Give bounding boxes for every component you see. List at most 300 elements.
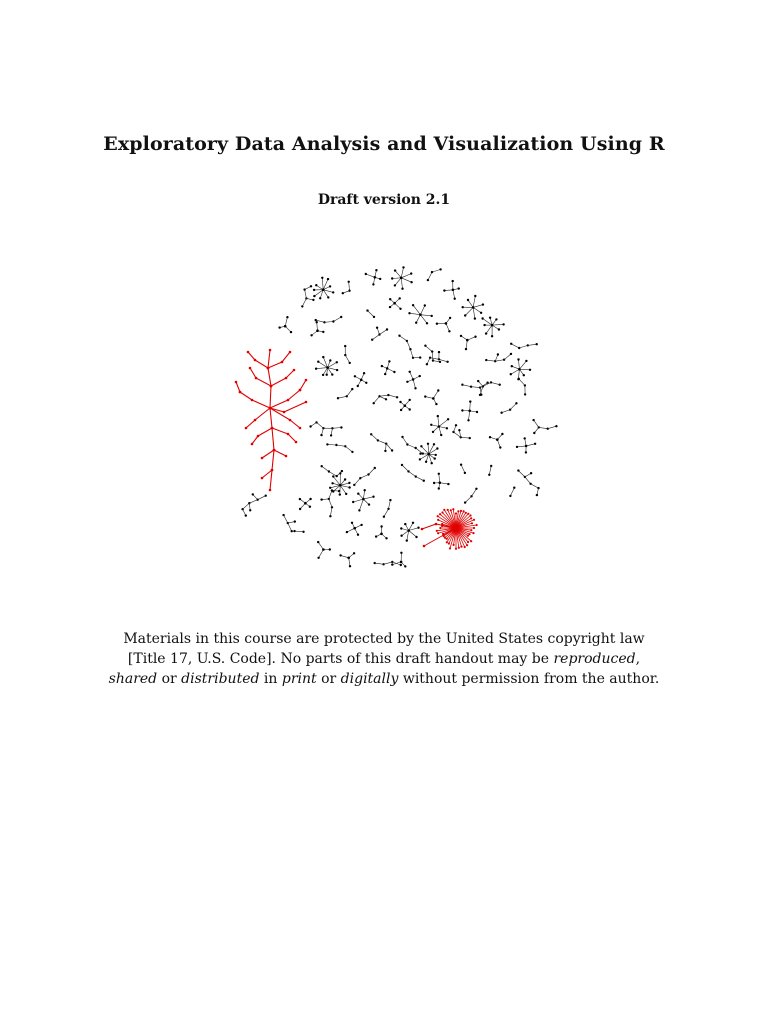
- graph-node: [396, 396, 398, 398]
- graph-node: [273, 449, 276, 452]
- graph-node: [357, 385, 359, 387]
- graph-edge: [439, 483, 440, 489]
- graph-edge: [413, 379, 415, 388]
- graph-edge: [274, 450, 286, 456]
- graph-node: [443, 535, 445, 537]
- graph-node: [273, 449, 276, 452]
- graph-edge: [249, 500, 257, 504]
- graph-node: [400, 409, 402, 411]
- graph-edge: [438, 520, 456, 528]
- graph-node: [375, 535, 377, 537]
- graph-node: [329, 548, 331, 550]
- graph-node: [410, 281, 412, 283]
- graph-edge: [358, 494, 363, 499]
- graph-node: [374, 562, 376, 564]
- graph-node: [437, 532, 439, 534]
- graph-node: [460, 510, 462, 512]
- graph-node: [328, 498, 330, 500]
- graph-node: [509, 409, 511, 411]
- graph-node: [255, 377, 258, 380]
- graph-node: [419, 356, 421, 358]
- graph-edge: [510, 403, 516, 409]
- graph-edge: [431, 425, 439, 427]
- graph-edge: [405, 524, 408, 530]
- graph-node: [344, 345, 346, 347]
- graph-edge: [456, 528, 468, 542]
- graph-node: [503, 359, 505, 361]
- graph-edge: [534, 420, 539, 427]
- graph-edge: [392, 562, 401, 565]
- graph-node: [489, 317, 491, 319]
- graph-node: [465, 512, 467, 514]
- graph-node: [486, 382, 488, 384]
- graph-edge: [465, 496, 471, 502]
- graph-node: [523, 374, 525, 376]
- graph-node: [423, 545, 426, 548]
- graph-node: [482, 385, 484, 387]
- graph-node: [323, 321, 325, 323]
- graph-node: [458, 547, 460, 549]
- graph-node: [462, 306, 464, 308]
- graph-node: [322, 427, 324, 429]
- graph-edge: [333, 485, 340, 491]
- graph-edge: [268, 350, 270, 368]
- graph-node: [348, 482, 350, 484]
- graph-node: [315, 368, 317, 370]
- graph-node: [267, 367, 270, 370]
- graph-edge: [285, 317, 287, 326]
- notice-line-2-text: [Title 17, U.S. Code]. No parts of this draft handout may be: [127, 651, 554, 667]
- graph-node: [391, 277, 393, 279]
- graph-edge: [376, 534, 381, 537]
- graph-edge: [305, 290, 307, 299]
- graph-node: [291, 530, 293, 532]
- graph-node: [309, 425, 311, 427]
- graph-node: [424, 304, 426, 306]
- graph-edge: [374, 396, 380, 403]
- graph-edge: [450, 528, 456, 548]
- graph-node: [438, 487, 440, 489]
- graph-edge: [345, 355, 349, 363]
- graph-node: [391, 563, 393, 565]
- graph-node: [458, 287, 460, 289]
- graph-edge: [456, 525, 477, 528]
- graph-node: [406, 340, 408, 342]
- graph-node: [398, 335, 400, 337]
- graph-node: [271, 427, 274, 430]
- graph-edge: [323, 279, 328, 290]
- graph-node: [299, 389, 302, 392]
- graph-node: [294, 520, 296, 522]
- graph-edge: [378, 440, 386, 443]
- graph-edge: [252, 436, 258, 444]
- graph-node: [419, 313, 422, 316]
- graph-edge: [333, 483, 341, 485]
- graph-edge: [432, 352, 433, 361]
- graph-edge: [483, 319, 493, 326]
- graph-edge: [473, 305, 483, 308]
- graph-edge: [401, 402, 405, 406]
- graph-node: [555, 425, 557, 427]
- graph-node: [524, 384, 526, 386]
- graph-node: [433, 443, 435, 445]
- network-components: [241, 266, 557, 567]
- graph-edge: [270, 400, 288, 408]
- graph-edge: [425, 346, 432, 352]
- graph-node: [426, 363, 428, 365]
- graph-edge: [548, 426, 557, 429]
- graph-node: [327, 296, 329, 298]
- graph-node: [331, 506, 333, 508]
- graph-node: [536, 343, 538, 345]
- graph-node: [312, 299, 314, 301]
- graph-edge: [491, 382, 500, 384]
- graph-node: [495, 318, 497, 320]
- graph-edge: [380, 330, 388, 335]
- graph-node: [453, 544, 455, 546]
- graph-node: [254, 419, 257, 422]
- graph-node: [530, 472, 532, 474]
- graph-edge: [480, 386, 483, 395]
- graph-edge: [451, 510, 456, 528]
- graph-edge: [409, 528, 419, 531]
- graph-node: [538, 426, 540, 428]
- graph-node: [374, 467, 376, 469]
- graph-edge: [270, 408, 272, 428]
- graph-node: [326, 443, 328, 445]
- graph-edge: [327, 368, 328, 375]
- graph-edge: [345, 446, 352, 452]
- graph-node: [319, 297, 321, 299]
- copyright-notice: [0, 629, 768, 689]
- notice-word-shared: shared: [108, 671, 158, 687]
- graph-node: [327, 278, 329, 280]
- graph-edge: [518, 471, 525, 477]
- graph-edge: [502, 410, 511, 413]
- graph-node: [380, 533, 383, 536]
- graph-edge: [439, 419, 448, 426]
- graph-node: [476, 524, 478, 526]
- graph-node: [305, 379, 308, 382]
- graph-node: [305, 401, 308, 404]
- graph-node: [516, 446, 518, 448]
- graph-node: [320, 498, 322, 500]
- graph-node: [437, 519, 439, 521]
- graph-edge: [317, 422, 324, 428]
- graph-node: [339, 484, 342, 487]
- graph-node: [421, 528, 424, 531]
- graph-edge: [461, 336, 467, 340]
- graph-node: [331, 373, 333, 375]
- graph-node: [479, 386, 481, 388]
- graph-edge: [256, 378, 271, 386]
- graph-node: [447, 509, 449, 511]
- graph-edge: [456, 528, 471, 530]
- graph-node: [399, 308, 401, 310]
- graph-edge: [447, 528, 456, 542]
- graph-edge: [270, 408, 284, 412]
- graph-node: [287, 433, 290, 436]
- graph-node: [429, 357, 431, 359]
- graph-edge: [495, 360, 504, 362]
- graph-node: [400, 527, 402, 529]
- graph-edge: [333, 317, 341, 322]
- graph-edge: [432, 269, 441, 272]
- graph-node: [476, 411, 478, 413]
- graph-edge: [525, 477, 531, 484]
- graph-node: [340, 426, 342, 428]
- graph-edge: [352, 523, 355, 528]
- graph-edge: [456, 528, 471, 541]
- graph-node: [441, 511, 443, 513]
- graph-node: [406, 539, 408, 541]
- graph-edge: [369, 468, 375, 475]
- graph-node: [305, 297, 307, 299]
- graph-edge: [407, 341, 411, 349]
- notice-word-reproduced: reproduced: [553, 651, 636, 667]
- graph-edge: [454, 425, 457, 432]
- graph-node: [286, 316, 288, 318]
- graph-edge: [402, 465, 409, 471]
- graph-edge: [323, 290, 328, 298]
- graph-node: [245, 427, 248, 430]
- graph-node: [270, 385, 273, 388]
- graph-edge: [471, 387, 480, 388]
- graph-edge: [258, 428, 272, 436]
- graph-edge: [322, 428, 324, 435]
- graph-edge: [312, 331, 318, 336]
- graph-node: [235, 381, 238, 384]
- graph-node: [389, 298, 391, 300]
- graph-node: [439, 513, 441, 515]
- graph-node: [338, 490, 340, 492]
- graph-edge: [328, 368, 333, 375]
- graph-node: [435, 523, 438, 526]
- graph-edge: [456, 528, 462, 547]
- graph-node: [271, 469, 274, 472]
- graph-node: [370, 433, 372, 435]
- graph-node: [435, 454, 437, 456]
- graph-edge: [511, 369, 520, 374]
- graph-node: [467, 513, 469, 515]
- graph-node: [315, 319, 317, 321]
- graph-node: [313, 289, 315, 291]
- graph-node: [440, 434, 442, 436]
- graph-node: [331, 427, 333, 429]
- graph-edge: [371, 434, 378, 440]
- graph-edge: [439, 427, 441, 436]
- graph-node: [443, 289, 445, 291]
- graph-node: [470, 495, 472, 497]
- graph-node: [474, 295, 476, 297]
- graph-edge: [380, 395, 389, 396]
- graph-node: [407, 470, 409, 472]
- graph-node: [304, 502, 307, 505]
- graph-edge: [490, 437, 497, 439]
- graph-node: [328, 470, 330, 472]
- graph-edge: [439, 359, 448, 362]
- graph-edge: [361, 380, 366, 383]
- graph-edge: [433, 391, 438, 399]
- graph-edge: [443, 513, 457, 529]
- graph-node: [412, 378, 415, 381]
- graph-edge: [511, 344, 519, 348]
- graph-edge: [355, 525, 362, 528]
- graph-node: [510, 353, 512, 355]
- graph-edge: [392, 278, 401, 279]
- graph-node: [442, 533, 444, 535]
- graph-edge: [421, 446, 428, 454]
- graph-node: [517, 469, 519, 471]
- graph-edge: [519, 361, 526, 369]
- graph-node: [393, 371, 395, 373]
- graph-edge: [322, 278, 323, 290]
- graph-node: [483, 324, 485, 326]
- graph-edge: [456, 528, 459, 548]
- graph-edge: [410, 349, 413, 358]
- graph-node: [248, 502, 250, 504]
- graph-node: [336, 369, 338, 371]
- graph-node: [425, 461, 427, 463]
- graph-node: [480, 312, 482, 314]
- graph-edge: [295, 531, 304, 532]
- graph-node: [464, 501, 466, 503]
- graph-node: [329, 515, 331, 517]
- graph-node: [261, 477, 264, 480]
- graph-node: [257, 435, 260, 438]
- graph-node: [524, 393, 526, 395]
- graph-edge: [492, 319, 496, 325]
- graph-edge: [340, 483, 349, 485]
- graph-edge: [413, 305, 420, 315]
- graph-edge: [448, 510, 456, 528]
- graph-node: [299, 427, 302, 430]
- graph-edge: [288, 523, 292, 531]
- graph-node: [497, 353, 499, 355]
- graph-node: [431, 350, 433, 352]
- graph-edge: [470, 411, 477, 412]
- graph-edge: [311, 422, 317, 426]
- graph-edge: [392, 562, 401, 565]
- graph-node: [433, 482, 435, 484]
- graph-node: [446, 361, 448, 363]
- graph-node: [466, 339, 469, 342]
- graph-node: [422, 452, 424, 454]
- graph-edge: [490, 318, 492, 325]
- graph-node: [269, 489, 272, 492]
- graph-edge: [433, 361, 440, 362]
- graph-edge: [401, 529, 408, 531]
- graph-edge: [255, 360, 268, 368]
- graph-edge: [354, 478, 360, 485]
- graph-node: [427, 453, 430, 456]
- notice-word-digitally: digitally: [340, 671, 399, 687]
- graph-node: [376, 327, 378, 329]
- graph-edge: [250, 368, 256, 378]
- graph-node: [529, 483, 531, 485]
- graph-node: [351, 388, 353, 390]
- graph-node: [349, 362, 351, 364]
- graph-node: [241, 508, 243, 510]
- graph-node: [400, 561, 403, 564]
- graph-node: [457, 510, 459, 512]
- graph-edge: [385, 444, 386, 451]
- graph-edge: [317, 322, 318, 331]
- graph-edge: [363, 497, 373, 499]
- graph-node: [372, 496, 374, 498]
- graph-edge: [387, 368, 394, 372]
- graph-node: [252, 493, 254, 495]
- graph-node: [353, 527, 356, 530]
- graph-edge: [272, 450, 274, 470]
- graph-node: [474, 336, 476, 338]
- graph-edge: [453, 289, 459, 290]
- graph-node: [446, 541, 448, 543]
- graph-edge: [323, 368, 328, 375]
- graph-edge: [403, 437, 408, 445]
- graph-node: [399, 297, 401, 299]
- graph-edge: [390, 303, 395, 307]
- graph-edge: [395, 298, 400, 303]
- graph-node: [455, 548, 457, 550]
- graph-node: [499, 384, 501, 386]
- graph-edge: [468, 300, 473, 307]
- graph-node: [499, 446, 501, 448]
- graph-node: [448, 542, 450, 544]
- graph-node: [412, 304, 414, 306]
- graph-edge: [324, 322, 333, 323]
- graph-node: [342, 292, 344, 294]
- graph-node: [315, 421, 317, 423]
- graph-node: [439, 527, 441, 529]
- graph-edge: [407, 379, 413, 381]
- graph-node: [245, 514, 247, 516]
- graph-node: [289, 419, 292, 422]
- graph-node: [525, 451, 527, 453]
- graph-node: [287, 522, 289, 524]
- graph-node: [347, 557, 350, 560]
- graph-edge: [407, 531, 409, 541]
- graph-edge: [409, 471, 416, 476]
- graph-node: [330, 434, 332, 436]
- graph-node: [299, 498, 301, 500]
- graph-edge: [443, 528, 456, 534]
- graph-edge: [280, 326, 286, 327]
- graph-node: [401, 464, 403, 466]
- graph-edge: [268, 368, 271, 386]
- graph-edge: [518, 369, 519, 379]
- graph-node: [282, 514, 284, 516]
- graph-node: [436, 447, 438, 449]
- graph-edge: [531, 484, 539, 488]
- graph-node: [409, 371, 411, 373]
- graph-edge: [473, 307, 475, 318]
- graph-node: [344, 478, 346, 480]
- graph-node: [461, 384, 463, 386]
- graph-node: [375, 269, 377, 271]
- graph-edge: [444, 528, 456, 536]
- graph-node: [285, 377, 288, 380]
- graph-node: [475, 488, 477, 490]
- graph-node: [293, 530, 295, 532]
- graph-edge: [319, 550, 324, 558]
- graph-node: [452, 431, 454, 433]
- graph-edge: [328, 368, 338, 371]
- graph-edge: [420, 315, 431, 316]
- graph-node: [321, 277, 323, 279]
- graph-edge: [525, 473, 531, 477]
- graph-node: [381, 365, 383, 367]
